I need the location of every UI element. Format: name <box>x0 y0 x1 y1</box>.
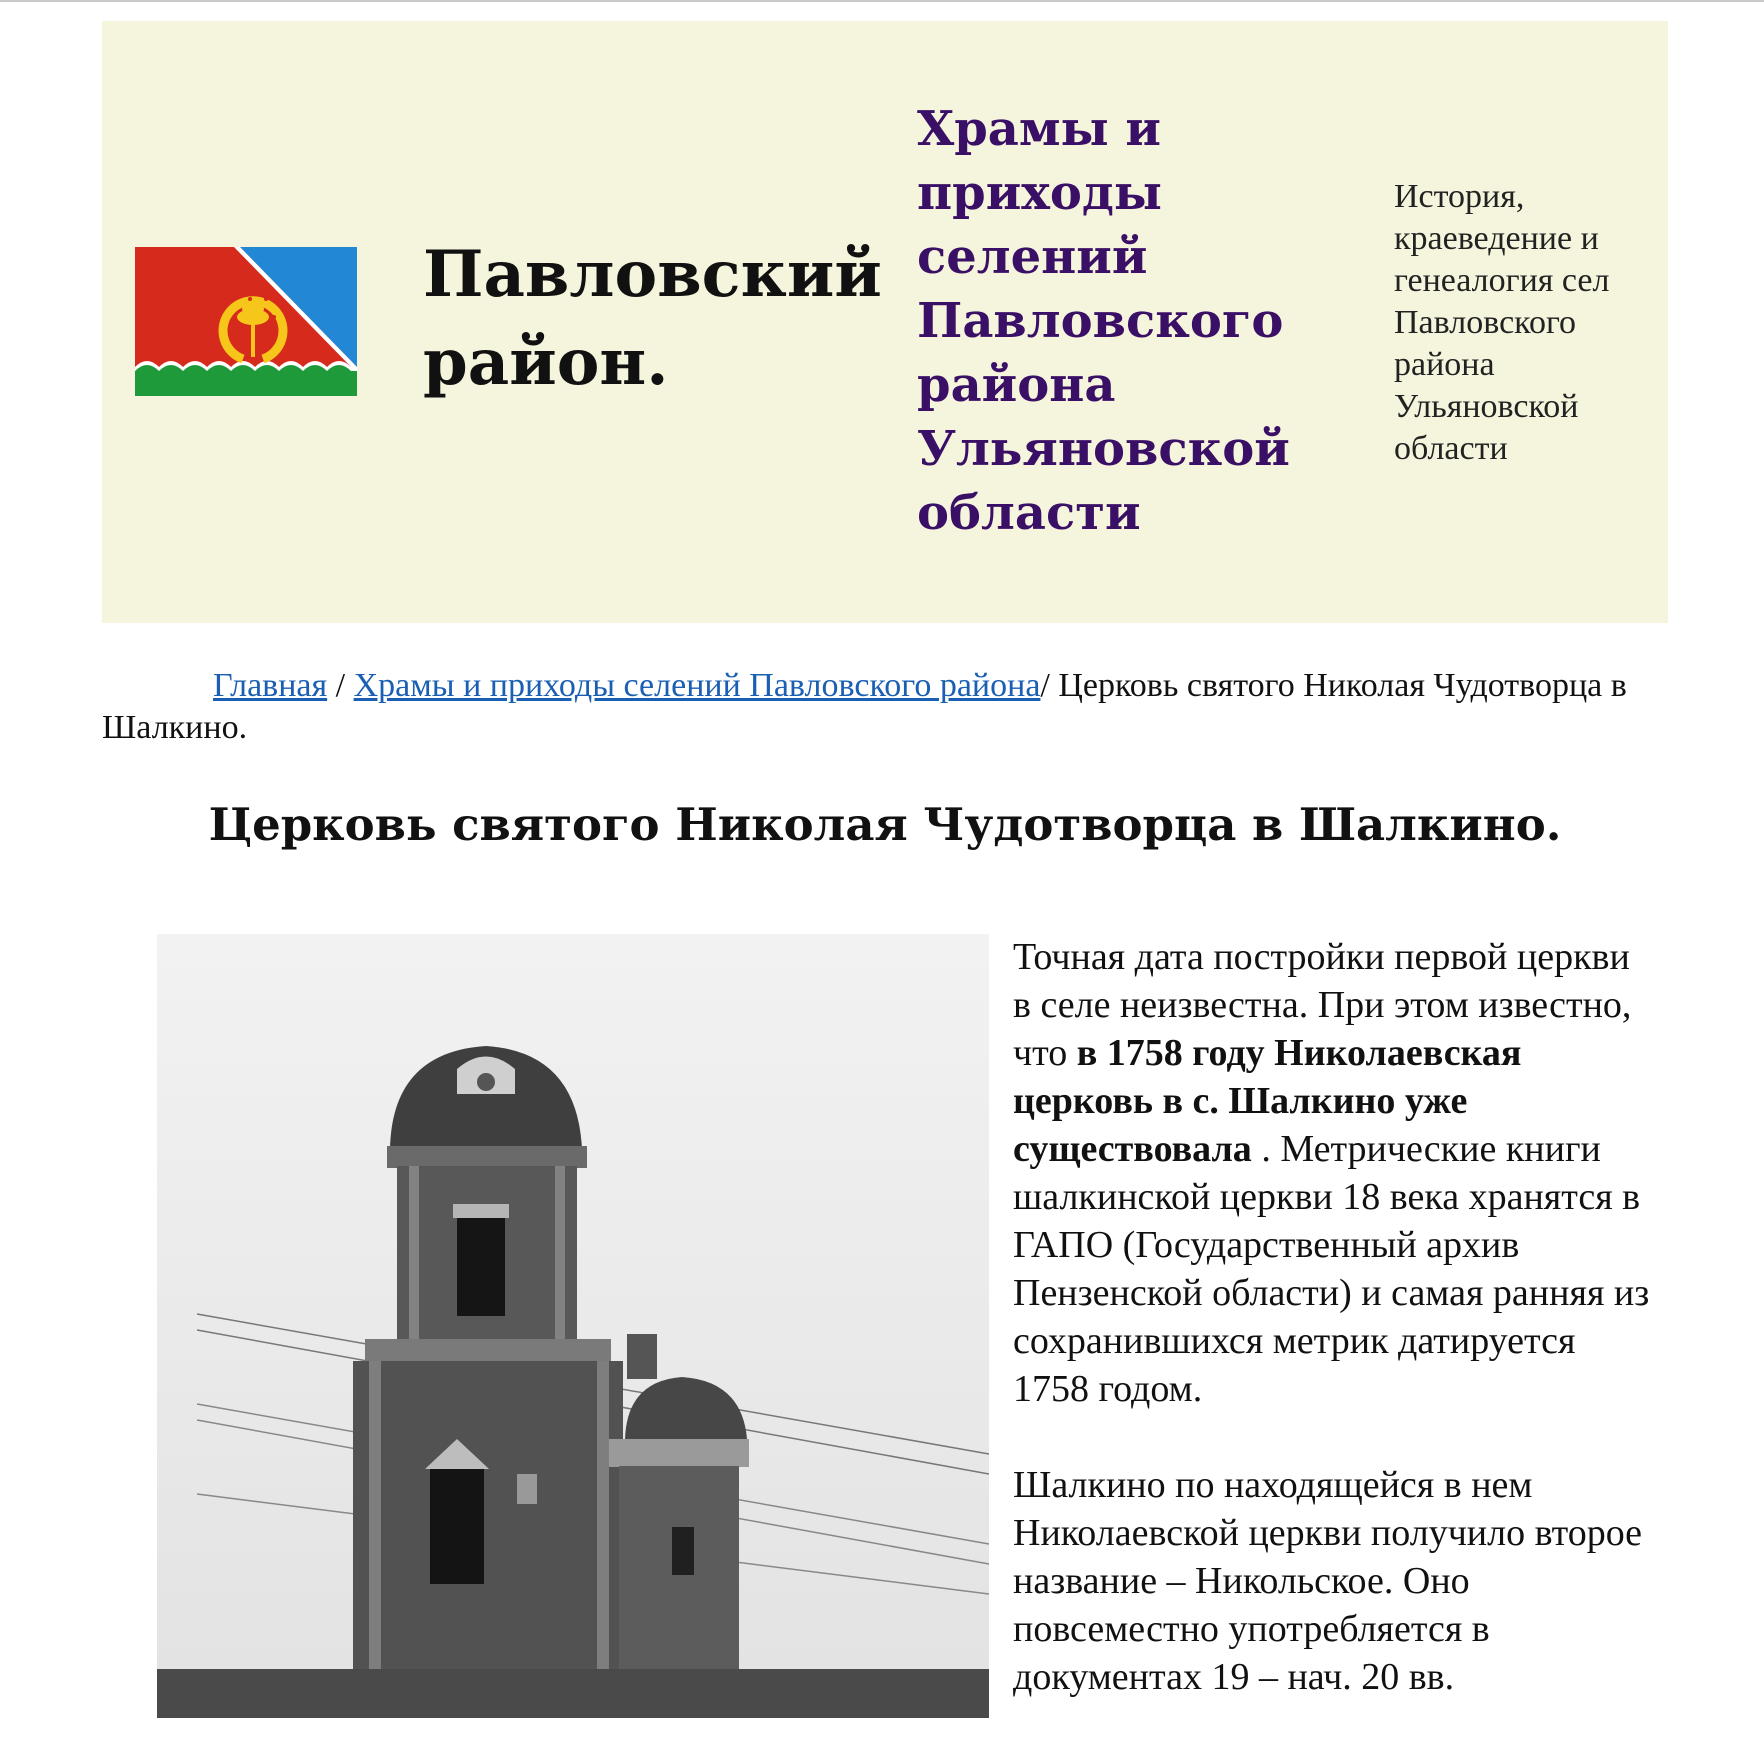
header-tagline: История, краеведение и генеалогия сел Павловского района Ульяновской области <box>1394 178 1610 467</box>
page-title: Церковь святого Николая Чудотворца в Шалкино. <box>208 798 1562 851</box>
district-flag-icon <box>135 247 357 396</box>
highlight-text: в 1758 году Николаевская церковь в с. Шалкино уже существовала <box>1013 1032 1522 1170</box>
breadcrumb-current: Церковь святого Николая Чудотворца в Шалкино. <box>102 667 1627 746</box>
article-content <box>1013 933 1653 1749</box>
breadcrumb-section-link[interactable]: Храмы и приходы селений Павловского района <box>353 667 1041 704</box>
breadcrumb-separator: / <box>1040 667 1059 704</box>
church-photo <box>157 934 989 1718</box>
breadcrumb-home-link[interactable]: Главная <box>213 667 328 704</box>
church-photo-image <box>157 934 989 1718</box>
header-title: Храмы и приходы селений Павловского района Ульяновской области <box>917 101 1290 541</box>
breadcrumb <box>102 665 1668 749</box>
breadcrumb-separator: / <box>327 667 354 704</box>
paragraph-2: Шалкино по находящейся в нем Николаевской церкви получило второе название – Никольское. Оно повсеместно употребляется в документах 19 – нач. 20 вв. <box>1013 1464 1643 1698</box>
site-header <box>102 21 1668 623</box>
top-border <box>0 0 1764 2</box>
paragraph-1: Точная дата постройки первой церкви в селе неизвестна. При этом известно, что в 1758 году Николаевская церковь в с. Шалкино уже существовала . Метрические книги шалкинской церкви 18 века хранятся в ГАПО (Государственный архив Пензенской области) и самая ранняя из сохранившихся метрик датируется 1758 годом. <box>1013 936 1650 1410</box>
site-name: Павловский район. <box>423 237 882 400</box>
